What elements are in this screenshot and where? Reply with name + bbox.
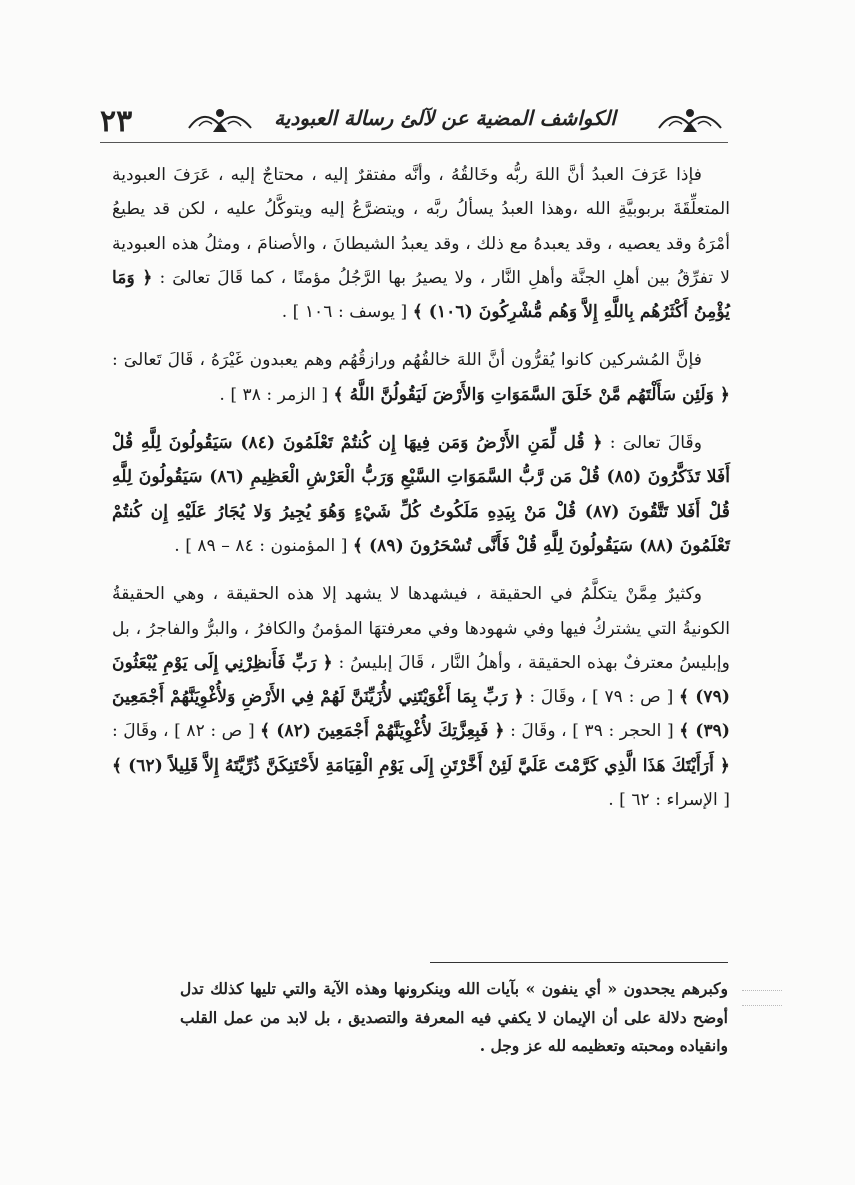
main-text xyxy=(112,158,730,817)
footnote-text: وكبرهم يجحدون « أي ينفون » بآيات الله وينكرونها وهذه الآية والتي تليها كذلك تدل أوضح دلالة على أن الإيمان لا يكفي فيه المعرفة والتصديق ، بل لابد من عمل القلب وانقياده ومحبته وتعظيمه لله عز وجل . xyxy=(180,979,728,1055)
verse-reference: [ الحجر : ٣٩ ] ، وقَالَ : xyxy=(504,721,680,742)
paragraph xyxy=(112,343,730,412)
verse-reference: [ ص : ٨٢ ] ، وقَالَ : xyxy=(112,721,261,742)
quran-verse: ﴿ فَبِعِزَّتِكَ لأُغْوِيَنَّهُمْ أَجْمَعِينَ (٨٢) ﴾ xyxy=(260,721,505,742)
margin-dots xyxy=(742,990,782,1006)
ornament-right-icon xyxy=(655,102,725,136)
ornament-left-icon xyxy=(185,102,255,136)
verse-reference: [ يوسف : ١٠٦ ] . xyxy=(281,302,413,323)
quran-verse: ﴿ أَرَأَيْتَكَ هَذَا الَّذِي كَرَّمْتَ عَلَيَّ لَئِنْ أَخَّرْتَنِ إِلَى يَوْمِ الْقِيَامَةِ لأَحْتَنِكَنَّ ذُرِّيَّتَهُ إِلاَّ قَلِيلاً (٦٢) ﴾ xyxy=(112,755,731,776)
paragraph-text: فإنَّ المُشركين كانوا يُقرُّون أنَّ اللهَ خالقُهُم ورازقُهُم وهم يعبدون غَيْرَهُ ، قَالَ تَعالىَ : xyxy=(112,350,702,371)
verse-reference: [ الإسراء : ٦٢ ] . xyxy=(608,790,730,811)
quran-verse: ﴿ وَمَا يُؤْمِنُ أَكْثَرُهُم بِاللَّهِ إِلاَّ وَهُم مُّشْرِكُونَ (١٠٦) ﴾ xyxy=(112,267,730,323)
paragraph xyxy=(112,577,730,817)
paragraph xyxy=(112,158,730,329)
quran-verse: ﴿ قُل لِّمَنِ الأَرْضُ وَمَن فِيهَا إِن كُنتُمْ تَعْلَمُونَ (٨٤) سَيَقُولُونَ لِلَّهِ قُلْ أَفَلا تَذَكَّرُونَ (٨٥) قُلْ مَن رَّبُّ السَّمَوَاتِ السَّبْعِ وَرَبُّ الْعَرْشِ الْعَظِيمِ (٨٦) سَيَقُولُونَ لِلَّهِ قُلْ أَفَلا تَتَّقُونَ (٨٧) قُلْ مَنْ بِيَدِهِ مَلَكُوتُ كُلِّ شَيْءٍ وَهُوَ يُجِيرُ وَلا يُجَارُ عَلَيْهِ إِن كُنتُمْ تَعْلَمُونَ (٨٨) سَيَقُولُونَ لِلَّهِ قُلْ فَأَنَّى تُسْحَرُونَ (٨٩) ﴾ xyxy=(112,433,730,556)
quran-verse: ﴿ وَلَئِن سَأَلْتَهُم مَّنْ خَلَقَ السَّمَوَاتِ وَالأَرْضَ لَيَقُولُنَّ اللَّهُ ﴾ xyxy=(333,384,730,405)
paragraph xyxy=(112,426,730,563)
verse-reference: [ الزمر : ٣٨ ] . xyxy=(219,384,334,405)
page-number: ٢٣ xyxy=(100,104,133,139)
footnote-rule xyxy=(430,962,728,963)
running-title: الكواشف المضية عن لآلئ رسالة العبودية xyxy=(274,106,616,130)
verse-reference: [ المؤمنون : ٨٤ – ٨٩ ] . xyxy=(174,535,353,556)
quran-verse: ﴿ رَبِّ بِمَا أَغْوَيْتَنِي لأُزَيِّنَنَّ لَهُمْ فِي الأَرْضِ وَلأُغْوِيَنَّهُمْ أَجْمَعِينَ (٣٩) ﴾ xyxy=(112,687,731,742)
verse-reference: [ ص : ٧٩ ] ، وقَالَ : xyxy=(523,687,679,708)
paragraph-text: وكثيرٌ مِمَّنْ يتكلَّمُ في الحقيقة ، فيشهدها لا يشهد إلا هذه الحقيقة ، وهي الحقيقةُ الكونيةُ التي يشتركُ فيها وفي شهودها وفي معرفتهَا المؤمنُ والكافرُ ، والبرُّ والفاجرُ ، بل وإبليسُ معترفٌ بهذه الحقيقة ، وأهلُ النَّار ، قَالَ إبليسُ : xyxy=(112,584,730,673)
quran-verse: ﴿ رَبِّ فَأَنظِرْنِي إِلَى يَوْمِ يُبْعَثُونَ (٧٩) ﴾ xyxy=(112,652,730,708)
paragraph-text: فإذا عَرَفَ العبدُ أنَّ اللهَ ربُّه وخَالقُهُ ، وأنَّه مفتقرٌ إليه ، محتاجٌ إليه ، عَرَفَ العبودية المتعلِّقَةَ بربوبيَّةِ الله ،وهذا العبدُ يسألُ ربَّه ، ويتضرَّعُ إليه ويتوكَّلُ عليه ، لكن قد يطيعُ أمْرَهُ وقد يعصيه ، وقد يعبدهُ مع ذلك ، وقد يعبدُ الشيطانَ ، والأصنامَ ، ومثلُ هذه العبودية لا تفرِّقُ بين أهلِ الجنَّة وأهلِ النَّار ، ولا يصيرُ بها الرَّجُلُ مؤمنًا ، كما قَالَ تعالىَ : xyxy=(112,165,730,288)
footnote xyxy=(180,975,728,1061)
header-rule xyxy=(100,142,728,143)
page-header xyxy=(100,96,730,146)
paragraph-text: وقَالَ تعالىَ : xyxy=(602,433,703,454)
